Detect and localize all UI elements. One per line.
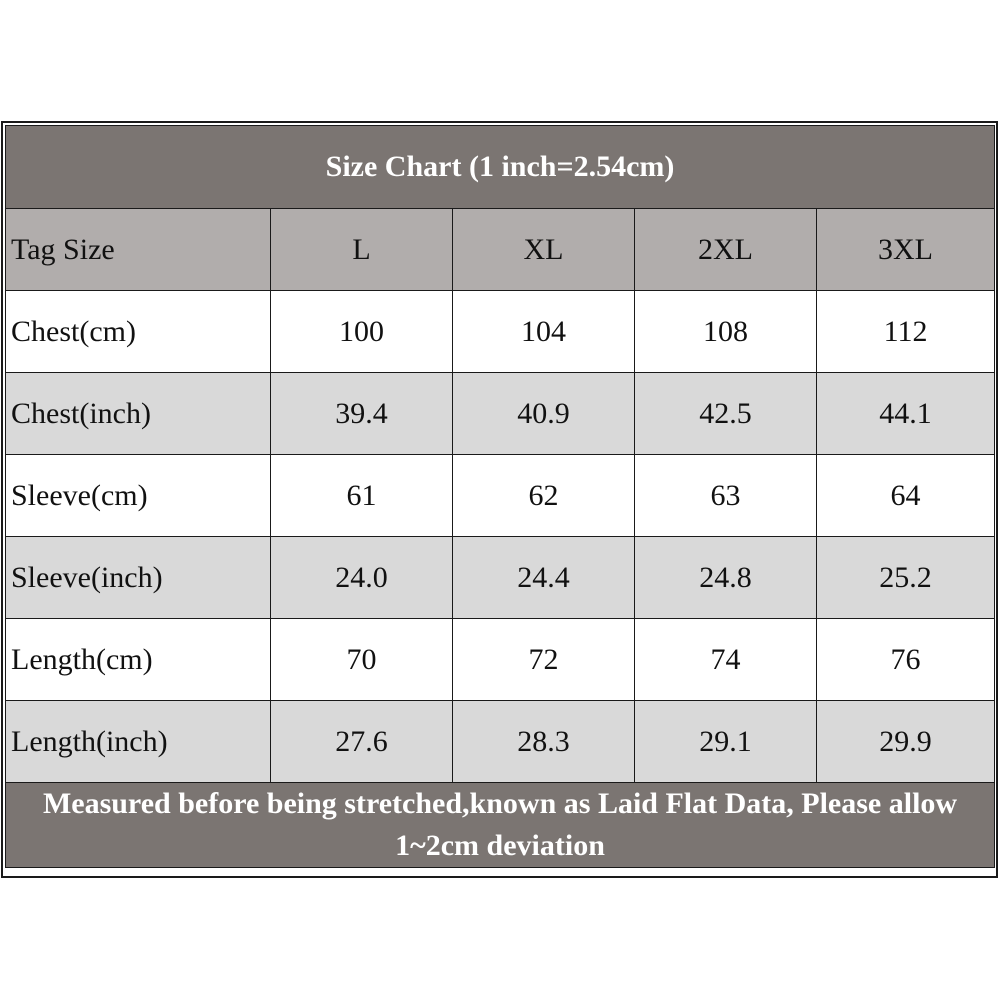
row-label: Sleeve(inch) (6, 537, 271, 619)
table-cell: 112 (817, 291, 995, 373)
table-cell: 24.8 (635, 537, 817, 619)
table-cell: 27.6 (271, 701, 453, 783)
table-row (6, 373, 995, 455)
table-cell: 70 (271, 619, 453, 701)
table-cell: 104 (453, 291, 635, 373)
table-cell: 40.9 (453, 373, 635, 455)
measurement-note: Measured before being stretched,known as Laid Flat Data, Please allow 1~2cm deviation (6, 783, 995, 868)
table-row (6, 537, 995, 619)
row-label: Chest(inch) (6, 373, 271, 455)
row-label: Length(cm) (6, 619, 271, 701)
table-cell: 61 (271, 455, 453, 537)
table-cell: 63 (635, 455, 817, 537)
table-cell: 28.3 (453, 701, 635, 783)
table-row (6, 455, 995, 537)
table-row (6, 291, 995, 373)
table-cell: 62 (453, 455, 635, 537)
table-cell: 44.1 (817, 373, 995, 455)
table-cell: 64 (817, 455, 995, 537)
size-header-cell: XL (453, 209, 635, 291)
table-cell: 74 (635, 619, 817, 701)
table-row (6, 701, 995, 783)
row-label: Length(inch) (6, 701, 271, 783)
size-chart-sheet (1, 121, 998, 878)
chart-title: Size Chart (1 inch=2.54cm) (6, 126, 995, 209)
size-header-cell: L (271, 209, 453, 291)
size-header-cell: 2XL (635, 209, 817, 291)
table-cell: 29.1 (635, 701, 817, 783)
table-cell: 108 (635, 291, 817, 373)
row-label: Sleeve(cm) (6, 455, 271, 537)
table-cell: 25.2 (817, 537, 995, 619)
size-chart-table (5, 125, 995, 868)
row-label: Chest(cm) (6, 291, 271, 373)
table-cell: 24.4 (453, 537, 635, 619)
table-cell: 100 (271, 291, 453, 373)
size-header-cell: 3XL (817, 209, 995, 291)
table-row (6, 619, 995, 701)
table-cell: 42.5 (635, 373, 817, 455)
table-cell: 76 (817, 619, 995, 701)
table-cell: 29.9 (817, 701, 995, 783)
tag-size-label: Tag Size (6, 209, 271, 291)
table-cell: 72 (453, 619, 635, 701)
title-row (6, 126, 995, 209)
header-row (6, 209, 995, 291)
table-cell: 24.0 (271, 537, 453, 619)
table-cell: 39.4 (271, 373, 453, 455)
note-row (6, 783, 995, 868)
